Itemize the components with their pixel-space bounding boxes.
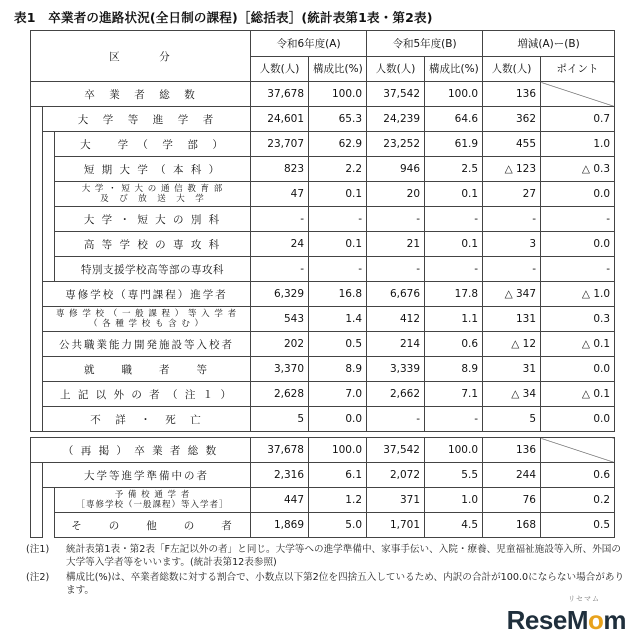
cell-r5n: 2,072	[367, 463, 425, 488]
cell-r5n: -	[367, 257, 425, 282]
cell-r6n: 24,601	[251, 107, 309, 132]
cell-dp: 0.7	[541, 107, 615, 132]
note-text: 統計表第1表・第2表「F左記以外の者」と同じ。大学等への進学準備中、家事手伝い、入院・療養、児童福祉施設等入所、外国の大学等入学者等をいいます。(統計表第12表参照)	[66, 544, 621, 568]
cell-r5p: 0.6	[425, 332, 483, 357]
cell-r5p: 1.1	[425, 307, 483, 332]
summary-table	[30, 30, 615, 432]
row-label: （ 再 掲 ） 卒 業 者 総 数	[31, 438, 251, 463]
cell-dn: △ 34	[483, 382, 541, 407]
cell-dp: 0.0	[541, 357, 615, 382]
cell-dp: △ 0.1	[541, 382, 615, 407]
cell-r5n: 412	[367, 307, 425, 332]
cell-r5p: 1.0	[425, 488, 483, 513]
cell-r6n: 2,628	[251, 382, 309, 407]
row-label: 大 学 等 進 学 者	[43, 107, 251, 132]
indent-cell	[31, 357, 43, 382]
cell-r5n: 946	[367, 157, 425, 182]
cell-dn: 131	[483, 307, 541, 332]
cell-dp: 0.0	[541, 407, 615, 432]
cell-r6n: 23,707	[251, 132, 309, 157]
row-label: 大 学 （ 学 部 ）	[55, 132, 251, 157]
resemom-logo: ReseMom	[506, 605, 626, 635]
indent-cell	[31, 463, 43, 488]
cell-dn: 244	[483, 463, 541, 488]
cell-r6n: 202	[251, 332, 309, 357]
note-1	[26, 543, 626, 569]
cell-r6p: 5.0	[309, 513, 367, 538]
cell-r5p: 2.5	[425, 157, 483, 182]
cell-dn: 136	[483, 438, 541, 463]
cell-dp: 0.2	[541, 488, 615, 513]
cell-r6n: 2,316	[251, 463, 309, 488]
indent-cell	[31, 257, 43, 282]
cell-r5p: 7.1	[425, 382, 483, 407]
header-ratio: 構成比(%)	[425, 56, 483, 82]
row-label: 専修学校（専門課程）進学者	[43, 282, 251, 307]
cell-r5n: 23,252	[367, 132, 425, 157]
cell-r6p: 0.1	[309, 182, 367, 207]
table-row	[31, 282, 615, 307]
indent-cell	[43, 182, 55, 207]
table-row	[31, 257, 615, 282]
indent-cell	[31, 332, 43, 357]
table-row	[31, 357, 615, 382]
cell-r5n: -	[367, 207, 425, 232]
cell-r5p: 5.5	[425, 463, 483, 488]
logo-kana: リセマム	[568, 595, 600, 603]
indent-cell	[31, 488, 43, 513]
cell-r5n: 3,339	[367, 357, 425, 382]
cell-r5p: 61.9	[425, 132, 483, 157]
note-label: (注2)	[26, 572, 50, 583]
cell-dp: 0.3	[541, 307, 615, 332]
cell-r6p: 1.4	[309, 307, 367, 332]
cell-r6p: 6.1	[309, 463, 367, 488]
cell-r5n: 37,542	[367, 438, 425, 463]
header-r5: 令和5年度(B)	[367, 31, 483, 57]
cell-r6p: 0.0	[309, 407, 367, 432]
row-label: 不 詳 ・ 死 亡	[43, 407, 251, 432]
cell-r6p: 100.0	[309, 438, 367, 463]
indent-cell	[31, 182, 43, 207]
table-row	[31, 182, 615, 207]
cell-r6p: 65.3	[309, 107, 367, 132]
cell-r6n: 3,370	[251, 357, 309, 382]
cell-r6n: 24	[251, 232, 309, 257]
cell-r6p: 0.1	[309, 232, 367, 257]
header-people: 人数(人)	[251, 56, 309, 82]
row-label: 特別支援学校高等部の専攻科	[55, 257, 251, 282]
table-row	[31, 232, 615, 257]
indent-cell	[31, 232, 43, 257]
row-label-line2: 及 び 放 送 大 学	[100, 194, 205, 204]
cell-dn: 455	[483, 132, 541, 157]
cell-r6n: 823	[251, 157, 309, 182]
indent-cell	[31, 282, 43, 307]
note-label: (注1)	[26, 544, 50, 555]
table-row	[31, 438, 615, 463]
cell-r6n: 6,329	[251, 282, 309, 307]
cell-r5p: 0.1	[425, 232, 483, 257]
indent-cell	[43, 207, 55, 232]
indent-cell	[43, 132, 55, 157]
row-label-line2: ［専修学校（一般課程）等入学者］	[76, 500, 229, 510]
reposted-table	[30, 437, 615, 538]
row-label-line1: 大 学 ・ 短 大 の 通 信 教 育 部	[81, 184, 224, 194]
note-text: 構成比(%)は、卒業者総数に対する割合で、小数点以下第2位を四捨五入しているため、内訳の合計が100.0にならない場合があります。	[66, 572, 625, 596]
row-label-line1: 専 修 学 校 （ 一 般 課 程 ） 等 入 学 者	[55, 309, 238, 319]
table-row	[31, 132, 615, 157]
cell-dn: 168	[483, 513, 541, 538]
indent-cell	[43, 232, 55, 257]
cell-r5n: 214	[367, 332, 425, 357]
cell-dp: 0.0	[541, 232, 615, 257]
cell-r6p: 8.9	[309, 357, 367, 382]
header-people: 人数(人)	[367, 56, 425, 82]
indent-cell	[43, 257, 55, 282]
table-row	[31, 82, 615, 107]
cell-dp: 0.5	[541, 513, 615, 538]
indent-cell	[31, 382, 43, 407]
indent-cell	[31, 132, 43, 157]
header-diff: 増減(A)ー(B)	[483, 31, 615, 57]
cell-dp: △ 0.1	[541, 332, 615, 357]
cell-r6p: 16.8	[309, 282, 367, 307]
cell-r6n: -	[251, 207, 309, 232]
cell-dp: 1.0	[541, 132, 615, 157]
row-label	[55, 488, 251, 513]
indent-cell	[43, 513, 55, 538]
cell-dn: 76	[483, 488, 541, 513]
cell-r5n: 24,239	[367, 107, 425, 132]
row-label: 大 学 ・ 短 大 の 別 科	[55, 207, 251, 232]
row-label: 高 等 学 校 の 専 攻 科	[55, 232, 251, 257]
table-row	[31, 407, 615, 432]
cell-dn: △ 347	[483, 282, 541, 307]
cell-dp	[541, 82, 615, 107]
row-label	[43, 307, 251, 332]
cell-r5n: 6,676	[367, 282, 425, 307]
cell-r5p: 64.6	[425, 107, 483, 132]
table-row	[31, 382, 615, 407]
indent-cell	[31, 207, 43, 232]
cell-r5p: -	[425, 407, 483, 432]
cell-r6n: -	[251, 257, 309, 282]
cell-dp: -	[541, 207, 615, 232]
cell-r5p: 100.0	[425, 82, 483, 107]
cell-dn: 136	[483, 82, 541, 107]
cell-r5n: 21	[367, 232, 425, 257]
cell-r5n: 20	[367, 182, 425, 207]
cell-r6n: 37,678	[251, 82, 309, 107]
cell-r5n: -	[367, 407, 425, 432]
header-r6: 令和6年度(A)	[251, 31, 367, 57]
cell-r5n: 2,662	[367, 382, 425, 407]
table-row	[31, 463, 615, 488]
row-label: 上 記 以 外 の 者 （ 注 １ ）	[43, 382, 251, 407]
cell-r5p: 4.5	[425, 513, 483, 538]
table-title: 表1 卒業者の進路状況(全日制の課程)［総括表］(統計表第1表・第2表)	[14, 10, 433, 25]
cell-dp: △ 1.0	[541, 282, 615, 307]
row-label: 大学等進学準備中の者	[43, 463, 251, 488]
cell-r5n: 37,542	[367, 82, 425, 107]
cell-dn: 5	[483, 407, 541, 432]
indent-cell	[43, 488, 55, 513]
header-people: 人数(人)	[483, 56, 541, 82]
row-label: 公共職業能力開発施設等入校者	[43, 332, 251, 357]
header-category: 区 分	[31, 31, 251, 82]
cell-r5p: -	[425, 257, 483, 282]
cell-dn: 3	[483, 232, 541, 257]
cell-dn: 362	[483, 107, 541, 132]
note-2	[26, 571, 626, 597]
cell-dp: △ 0.3	[541, 157, 615, 182]
cell-r6p: 62.9	[309, 132, 367, 157]
header-point: ポイント	[541, 56, 615, 82]
table-row	[31, 307, 615, 332]
row-label: そ の 他 の 者	[55, 513, 251, 538]
cell-r5n: 371	[367, 488, 425, 513]
cell-r6p: -	[309, 257, 367, 282]
cell-dp	[541, 438, 615, 463]
cell-r5n: 1,701	[367, 513, 425, 538]
cell-dn: 27	[483, 182, 541, 207]
table-row	[31, 157, 615, 182]
cell-dn: 31	[483, 357, 541, 382]
cell-r6p: 100.0	[309, 82, 367, 107]
indent-cell	[31, 307, 43, 332]
cell-r6n: 47	[251, 182, 309, 207]
table-row	[31, 107, 615, 132]
indent-cell	[31, 407, 43, 432]
cell-dn: △ 12	[483, 332, 541, 357]
row-label: 短 期 大 学 （ 本 科 ）	[55, 157, 251, 182]
cell-r5p: 8.9	[425, 357, 483, 382]
table-row	[31, 207, 615, 232]
cell-r6n: 37,678	[251, 438, 309, 463]
cell-dn: -	[483, 207, 541, 232]
indent-cell	[31, 513, 43, 538]
cell-dp: 0.0	[541, 182, 615, 207]
table-row	[31, 332, 615, 357]
cell-r5p: 100.0	[425, 438, 483, 463]
cell-dp: -	[541, 257, 615, 282]
cell-dp: 0.6	[541, 463, 615, 488]
cell-r6p: 0.5	[309, 332, 367, 357]
cell-r6n: 447	[251, 488, 309, 513]
cell-r5p: 17.8	[425, 282, 483, 307]
cell-r5p: -	[425, 207, 483, 232]
row-label: 卒 業 者 総 数	[31, 82, 251, 107]
table-row	[31, 513, 615, 538]
indent-cell	[31, 157, 43, 182]
row-label-line1: 予 備 校 通 学 者	[114, 490, 191, 500]
row-label-line2: （ 各 種 学 校 も 含 む ）	[88, 319, 205, 329]
indent-cell	[31, 107, 43, 132]
row-label: 就 職 者 等	[43, 357, 251, 382]
cell-r6p: 1.2	[309, 488, 367, 513]
cell-r6p: 7.0	[309, 382, 367, 407]
header-ratio: 構成比(%)	[309, 56, 367, 82]
cell-dn: △ 123	[483, 157, 541, 182]
row-label	[55, 182, 251, 207]
table-row	[31, 488, 615, 513]
cell-r6n: 1,869	[251, 513, 309, 538]
cell-r6p: 2.2	[309, 157, 367, 182]
cell-r6p: -	[309, 207, 367, 232]
cell-r6n: 543	[251, 307, 309, 332]
cell-r6n: 5	[251, 407, 309, 432]
indent-cell	[43, 157, 55, 182]
cell-dn: -	[483, 257, 541, 282]
cell-r5p: 0.1	[425, 182, 483, 207]
